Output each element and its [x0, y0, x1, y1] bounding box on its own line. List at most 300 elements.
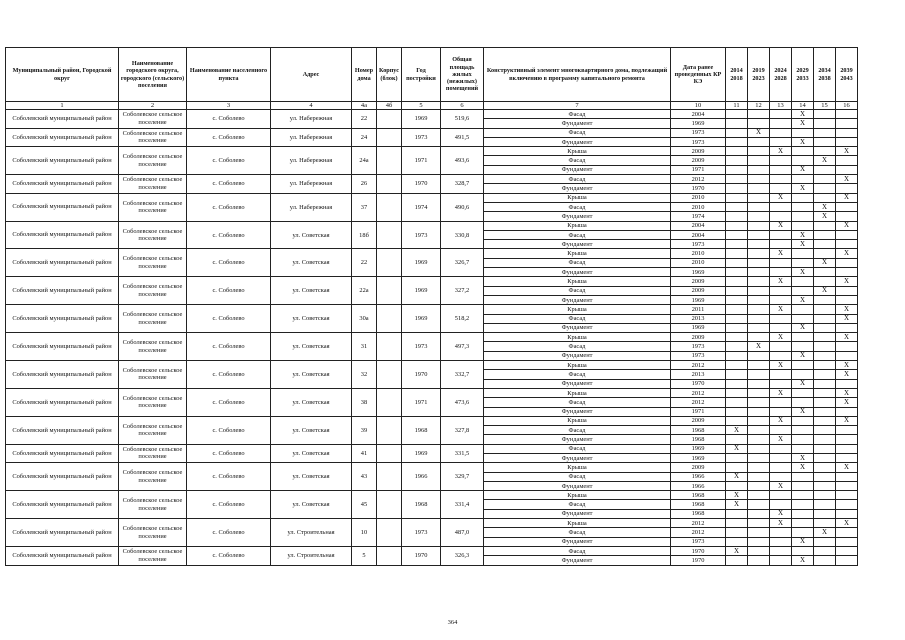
table-row	[6, 221, 858, 230]
period-mark-cell	[748, 295, 770, 304]
column-header: Общая площадь жилых (нежилых) помещений	[441, 48, 484, 102]
period-mark-cell	[836, 351, 858, 360]
element-cell: Фасад	[484, 370, 671, 379]
area-cell: 490,6	[441, 193, 484, 221]
period-mark-cell	[726, 388, 748, 397]
period-mark-cell	[726, 453, 748, 462]
period-mark-cell	[814, 537, 836, 546]
element-cell: Фасад	[484, 156, 671, 165]
period-mark-cell: X	[814, 212, 836, 221]
period-mark-cell	[770, 212, 792, 221]
period-mark-cell	[748, 333, 770, 342]
period-mark-cell	[792, 500, 814, 509]
column-number: 3	[187, 102, 271, 110]
period-mark-cell	[836, 230, 858, 239]
settlement-cell: Соболевское сельское поселение	[119, 147, 187, 175]
period-mark-cell: X	[770, 147, 792, 156]
column-number: 15	[814, 102, 836, 110]
repair-date-cell: 1968	[671, 491, 726, 500]
area-cell: 491,5	[441, 128, 484, 147]
repair-date-cell: 1973	[671, 537, 726, 546]
column-number: 10	[671, 102, 726, 110]
period-mark-cell: X	[814, 156, 836, 165]
column-number: 1	[6, 102, 119, 110]
column-number: 11	[726, 102, 748, 110]
period-mark-cell	[748, 184, 770, 193]
table-row	[6, 249, 858, 258]
street-cell: ул. Строительная	[271, 546, 352, 565]
repair-date-cell: 1971	[671, 407, 726, 416]
period-mark-cell	[814, 110, 836, 119]
repair-date-cell: 2004	[671, 221, 726, 230]
period-mark-cell	[836, 444, 858, 453]
period-mark-cell: X	[836, 398, 858, 407]
period-mark-cell	[836, 184, 858, 193]
period-mark-cell	[770, 175, 792, 184]
page-number: 364	[447, 619, 458, 626]
house-number-cell: 24	[352, 128, 377, 147]
period-mark-cell: X	[792, 184, 814, 193]
street-cell: ул. Советская	[271, 444, 352, 463]
house-number-cell: 22	[352, 249, 377, 277]
period-mark-cell	[770, 472, 792, 481]
element-cell: Фундамент	[484, 537, 671, 546]
build-year-cell: 1974	[402, 193, 441, 221]
repair-date-cell: 2012	[671, 361, 726, 370]
period-mark-cell	[748, 323, 770, 332]
period-mark-cell	[814, 398, 836, 407]
period-mark-cell	[748, 147, 770, 156]
period-mark-cell	[726, 156, 748, 165]
street-cell: ул. Набережная	[271, 110, 352, 129]
period-mark-cell	[748, 426, 770, 435]
locality-cell: с. Соболево	[187, 221, 271, 249]
period-mark-cell	[726, 165, 748, 174]
period-mark-cell	[726, 184, 748, 193]
period-mark-cell	[726, 509, 748, 518]
period-mark-cell	[770, 351, 792, 360]
table-row	[6, 361, 858, 370]
period-mark-cell	[726, 119, 748, 128]
locality-cell: с. Соболево	[187, 110, 271, 129]
locality-cell: с. Соболево	[187, 305, 271, 333]
build-year-cell: 1969	[402, 305, 441, 333]
block-cell	[377, 546, 402, 565]
period-mark-cell	[748, 277, 770, 286]
period-mark-cell	[770, 202, 792, 211]
build-year-cell: 1973	[402, 221, 441, 249]
period-mark-cell	[726, 379, 748, 388]
house-number-cell: 22	[352, 110, 377, 129]
period-mark-cell	[726, 463, 748, 472]
period-mark-cell: X	[726, 472, 748, 481]
period-mark-cell	[770, 342, 792, 351]
street-cell: ул. Советская	[271, 249, 352, 277]
element-cell: Крыша	[484, 388, 671, 397]
element-cell: Фасад	[484, 472, 671, 481]
element-cell: Фасад	[484, 528, 671, 537]
period-mark-cell	[814, 361, 836, 370]
element-cell: Крыша	[484, 277, 671, 286]
locality-cell: с. Соболево	[187, 249, 271, 277]
period-mark-cell: X	[770, 416, 792, 425]
period-mark-cell	[726, 528, 748, 537]
element-cell: Фундамент	[484, 351, 671, 360]
period-mark-cell	[770, 453, 792, 462]
repair-date-cell: 2004	[671, 110, 726, 119]
period-mark-cell	[748, 137, 770, 146]
block-cell	[377, 491, 402, 519]
column-number: 4б	[377, 102, 402, 110]
build-year-cell: 1969	[402, 277, 441, 305]
element-cell: Крыша	[484, 491, 671, 500]
district-cell: Соболевский муниципальный район	[6, 193, 119, 221]
period-mark-cell: X	[814, 258, 836, 267]
repair-date-cell: 2009	[671, 147, 726, 156]
period-mark-cell	[748, 175, 770, 184]
period-mark-cell	[792, 509, 814, 518]
period-mark-cell	[748, 370, 770, 379]
house-number-cell: 39	[352, 416, 377, 444]
repair-date-cell: 2012	[671, 175, 726, 184]
column-header: 2034 2038	[814, 48, 836, 102]
period-mark-cell	[726, 295, 748, 304]
district-cell: Соболевский муниципальный район	[6, 175, 119, 194]
period-mark-cell	[726, 351, 748, 360]
period-mark-cell	[836, 342, 858, 351]
settlement-cell: Соболевское сельское поселение	[119, 249, 187, 277]
period-mark-cell	[814, 491, 836, 500]
block-cell	[377, 305, 402, 333]
period-mark-cell: X	[836, 277, 858, 286]
period-mark-cell: X	[836, 305, 858, 314]
repair-date-cell: 1968	[671, 500, 726, 509]
element-cell: Фасад	[484, 202, 671, 211]
period-mark-cell	[748, 546, 770, 555]
period-mark-cell: X	[792, 407, 814, 416]
period-mark-cell: X	[792, 295, 814, 304]
repair-date-cell: 2012	[671, 388, 726, 397]
period-mark-cell	[792, 156, 814, 165]
period-mark-cell: X	[726, 546, 748, 555]
column-header: Конструктивный элемент многоквартирного дома, подлежащий включению в программу капитального ремонта	[484, 48, 671, 102]
period-mark-cell	[814, 119, 836, 128]
locality-cell: с. Соболево	[187, 333, 271, 361]
period-mark-cell	[726, 230, 748, 239]
period-mark-cell	[748, 286, 770, 295]
period-mark-cell	[748, 230, 770, 239]
period-mark-cell	[748, 249, 770, 258]
period-mark-cell	[792, 221, 814, 230]
period-mark-cell	[770, 370, 792, 379]
period-mark-cell	[726, 137, 748, 146]
build-year-cell: 1973	[402, 519, 441, 547]
element-cell: Фундамент	[484, 212, 671, 221]
table-row	[6, 305, 858, 314]
house-number-cell: 10	[352, 519, 377, 547]
period-mark-cell	[814, 463, 836, 472]
period-mark-cell	[814, 323, 836, 332]
area-cell: 328,7	[441, 175, 484, 194]
period-mark-cell: X	[814, 528, 836, 537]
period-mark-cell: X	[792, 379, 814, 388]
period-mark-cell	[726, 128, 748, 137]
house-number-cell: 37	[352, 193, 377, 221]
period-mark-cell	[836, 528, 858, 537]
period-mark-cell	[792, 481, 814, 490]
period-mark-cell	[814, 500, 836, 509]
period-mark-cell	[836, 509, 858, 518]
area-cell: 331,5	[441, 444, 484, 463]
element-cell: Фасад	[484, 286, 671, 295]
settlement-cell: Соболевское сельское поселение	[119, 333, 187, 361]
street-cell: ул. Советская	[271, 416, 352, 444]
repair-date-cell: 2011	[671, 305, 726, 314]
repair-date-cell: 1974	[671, 212, 726, 221]
build-year-cell: 1969	[402, 110, 441, 129]
period-mark-cell	[792, 472, 814, 481]
period-mark-cell	[792, 416, 814, 425]
period-mark-cell: X	[836, 314, 858, 323]
locality-cell: с. Соболево	[187, 277, 271, 305]
block-cell	[377, 519, 402, 547]
settlement-cell: Соболевское сельское поселение	[119, 491, 187, 519]
period-mark-cell	[748, 193, 770, 202]
block-cell	[377, 193, 402, 221]
element-cell: Фундамент	[484, 268, 671, 277]
repair-date-cell: 2009	[671, 277, 726, 286]
area-cell: 487,0	[441, 519, 484, 547]
period-mark-cell	[748, 528, 770, 537]
column-header: Адрес	[271, 48, 352, 102]
period-mark-cell	[792, 342, 814, 351]
element-cell: Фундамент	[484, 323, 671, 332]
period-mark-cell	[836, 212, 858, 221]
period-mark-cell	[770, 379, 792, 388]
locality-cell: с. Соболево	[187, 388, 271, 416]
column-number: 14	[792, 102, 814, 110]
street-cell: ул. Набережная	[271, 147, 352, 175]
period-mark-cell	[814, 546, 836, 555]
house-number-cell: 5	[352, 546, 377, 565]
repair-date-cell: 2012	[671, 519, 726, 528]
element-cell: Фундамент	[484, 481, 671, 490]
period-mark-cell	[814, 453, 836, 462]
period-mark-cell	[748, 361, 770, 370]
build-year-cell: 1968	[402, 491, 441, 519]
period-mark-cell	[748, 388, 770, 397]
repair-date-cell: 1969	[671, 268, 726, 277]
period-mark-cell	[726, 193, 748, 202]
block-cell	[377, 388, 402, 416]
period-mark-cell	[770, 537, 792, 546]
repair-date-cell: 1966	[671, 472, 726, 481]
period-mark-cell	[836, 500, 858, 509]
element-cell: Фасад	[484, 426, 671, 435]
build-year-cell: 1966	[402, 463, 441, 491]
period-mark-cell	[836, 119, 858, 128]
period-mark-cell	[792, 175, 814, 184]
period-mark-cell	[814, 230, 836, 239]
period-mark-cell	[836, 295, 858, 304]
element-cell: Фасад	[484, 500, 671, 509]
locality-cell: с. Соболево	[187, 463, 271, 491]
period-mark-cell	[814, 379, 836, 388]
table-row	[6, 147, 858, 156]
period-mark-cell: X	[770, 388, 792, 397]
street-cell: ул. Советская	[271, 305, 352, 333]
period-mark-cell	[770, 119, 792, 128]
district-cell: Соболевский муниципальный район	[6, 416, 119, 444]
period-mark-cell: X	[836, 249, 858, 258]
element-cell: Фундамент	[484, 453, 671, 462]
period-mark-cell	[814, 295, 836, 304]
period-mark-cell: X	[770, 193, 792, 202]
area-cell: 519,6	[441, 110, 484, 129]
element-cell: Крыша	[484, 221, 671, 230]
period-mark-cell	[792, 128, 814, 137]
element-cell: Фундамент	[484, 137, 671, 146]
table-row	[6, 416, 858, 425]
district-cell: Соболевский муниципальный район	[6, 333, 119, 361]
period-mark-cell	[726, 370, 748, 379]
district-cell: Соболевский муниципальный район	[6, 110, 119, 129]
block-cell	[377, 444, 402, 463]
area-cell: 327,2	[441, 277, 484, 305]
element-cell: Фундамент	[484, 556, 671, 565]
period-mark-cell	[792, 528, 814, 537]
district-cell: Соболевский муниципальный район	[6, 388, 119, 416]
element-cell: Фундамент	[484, 407, 671, 416]
period-mark-cell: X	[836, 147, 858, 156]
repair-date-cell: 1970	[671, 379, 726, 388]
repair-date-cell: 2009	[671, 156, 726, 165]
period-mark-cell	[748, 110, 770, 119]
capital-repair-table	[5, 47, 858, 566]
period-mark-cell	[726, 556, 748, 565]
period-mark-cell	[770, 528, 792, 537]
settlement-cell: Соболевское сельское поселение	[119, 463, 187, 491]
period-mark-cell	[792, 546, 814, 555]
build-year-cell: 1970	[402, 546, 441, 565]
period-mark-cell	[726, 407, 748, 416]
header-row	[6, 48, 858, 102]
period-mark-cell	[814, 184, 836, 193]
table-row	[6, 110, 858, 119]
build-year-cell: 1968	[402, 416, 441, 444]
period-mark-cell	[770, 500, 792, 509]
period-mark-cell	[814, 137, 836, 146]
period-mark-cell	[836, 546, 858, 555]
repair-date-cell: 1969	[671, 295, 726, 304]
period-mark-cell: X	[792, 119, 814, 128]
repair-date-cell: 2009	[671, 463, 726, 472]
period-mark-cell: X	[836, 333, 858, 342]
repair-date-cell: 2012	[671, 398, 726, 407]
period-mark-cell: X	[836, 463, 858, 472]
element-cell: Фундамент	[484, 240, 671, 249]
house-number-cell: 45	[352, 491, 377, 519]
table-row	[6, 491, 858, 500]
period-mark-cell	[726, 249, 748, 258]
element-cell: Крыша	[484, 463, 671, 472]
table-row	[6, 444, 858, 453]
period-mark-cell	[836, 258, 858, 267]
period-mark-cell	[726, 342, 748, 351]
period-mark-cell: X	[726, 491, 748, 500]
period-mark-cell: X	[836, 193, 858, 202]
column-header: Корпус (блок)	[377, 48, 402, 102]
period-mark-cell: X	[792, 463, 814, 472]
repair-date-cell: 2009	[671, 286, 726, 295]
period-mark-cell	[836, 165, 858, 174]
column-header: Год постройки	[402, 48, 441, 102]
table-row	[6, 519, 858, 528]
repair-date-cell: 1970	[671, 556, 726, 565]
period-mark-cell: X	[792, 537, 814, 546]
period-mark-cell: X	[792, 268, 814, 277]
period-mark-cell: X	[792, 556, 814, 565]
period-mark-cell	[770, 165, 792, 174]
period-mark-cell	[726, 537, 748, 546]
table-row	[6, 333, 858, 342]
period-mark-cell	[814, 556, 836, 565]
period-mark-cell	[792, 249, 814, 258]
table-row	[6, 128, 858, 137]
period-mark-cell: X	[770, 481, 792, 490]
area-cell: 473,6	[441, 388, 484, 416]
period-mark-cell	[836, 128, 858, 137]
repair-date-cell: 1969	[671, 119, 726, 128]
house-number-cell: 31	[352, 333, 377, 361]
element-cell: Фундамент	[484, 165, 671, 174]
area-cell: 330,8	[441, 221, 484, 249]
period-mark-cell	[814, 426, 836, 435]
period-mark-cell	[726, 416, 748, 425]
block-cell	[377, 416, 402, 444]
period-mark-cell	[814, 435, 836, 444]
column-number: 12	[748, 102, 770, 110]
period-mark-cell	[792, 519, 814, 528]
period-mark-cell	[770, 407, 792, 416]
column-number: 13	[770, 102, 792, 110]
period-mark-cell	[792, 147, 814, 156]
element-cell: Фасад	[484, 175, 671, 184]
period-mark-cell	[814, 370, 836, 379]
period-mark-cell	[748, 556, 770, 565]
district-cell: Соболевский муниципальный район	[6, 546, 119, 565]
period-mark-cell	[836, 240, 858, 249]
period-mark-cell	[726, 277, 748, 286]
period-mark-cell: X	[792, 453, 814, 462]
period-mark-cell	[836, 137, 858, 146]
period-mark-cell	[836, 426, 858, 435]
build-year-cell: 1969	[402, 249, 441, 277]
element-cell: Крыша	[484, 416, 671, 425]
period-mark-cell: X	[836, 221, 858, 230]
period-mark-cell	[770, 128, 792, 137]
period-mark-cell	[792, 444, 814, 453]
period-mark-cell: X	[748, 128, 770, 137]
period-mark-cell: X	[836, 416, 858, 425]
period-mark-cell	[814, 509, 836, 518]
column-header: Наименование населенного пункта	[187, 48, 271, 102]
period-mark-cell	[792, 314, 814, 323]
district-cell: Соболевский муниципальный район	[6, 519, 119, 547]
period-mark-cell: X	[836, 388, 858, 397]
period-mark-cell	[814, 175, 836, 184]
period-mark-cell	[836, 556, 858, 565]
